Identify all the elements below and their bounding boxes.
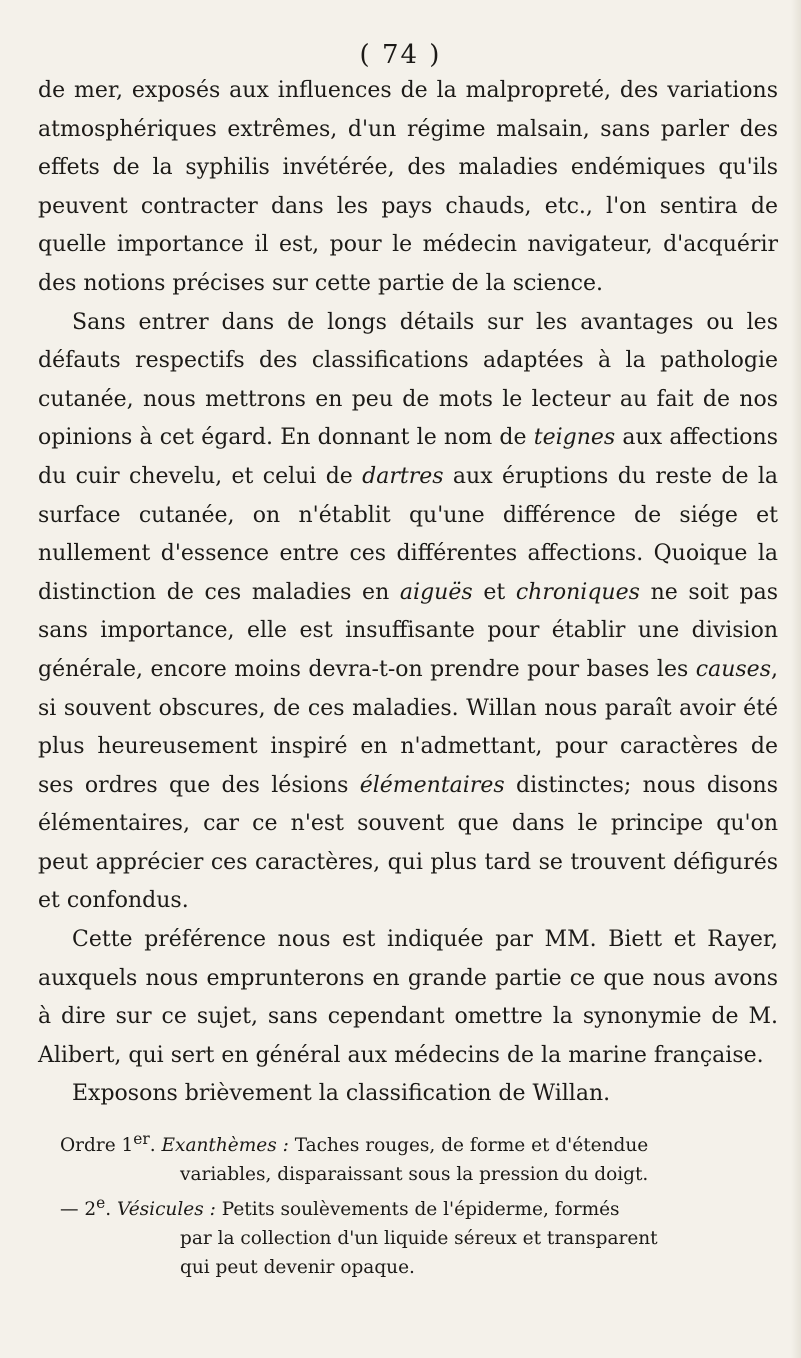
- italic-term: teignes: [533, 425, 616, 451]
- page-number: ( 74 ): [359, 40, 442, 70]
- italic-term: dartres: [362, 463, 444, 489]
- paragraph-p2: [38, 304, 778, 922]
- text-run: Exposons brièvement la classification de Willan.: [72, 1081, 611, 1107]
- order-ordinal: er: [133, 1130, 150, 1148]
- order-name: Exanthèmes :: [161, 1135, 289, 1157]
- italic-term: élémentaires: [359, 772, 505, 798]
- italic-term: aiguës: [399, 579, 473, 605]
- text-run: , si souvent obscures, de ces maladies. Willan nous paraît avoir été plus heureusement inspiré en n'admettant, pour caractères de ses ordres que des lésions: [38, 656, 778, 798]
- text-run: Sans entrer dans de longs détails sur les avantages ou les défauts respectifs des classifications adaptées à la pathologie cutanée, nous mettrons en peu de mots le lecteur au fait de nos opinions à cet égard. En donnant le nom de: [38, 309, 778, 451]
- paragraph-p4: [38, 1075, 778, 1114]
- order-description: Taches rouges, de forme et d'étendue: [294, 1135, 649, 1157]
- text-run: aux éruptions du reste de la surface cutanée, on n'établit qu'une différence de siége et nullement d'essence entre ces différentes affections. Quoique la distinction de ces maladies en: [38, 463, 778, 605]
- text-run: distinctes; nous disons élémentaires, car ce n'est souvent que dans le principe qu'on peut apprécier ces caractères, qui plus tard se trouvent défigurés et confondus.: [38, 772, 778, 914]
- paragraph-p1: [38, 72, 778, 304]
- italic-term: causes: [695, 656, 771, 682]
- order-name: Vésicules :: [117, 1199, 216, 1221]
- paragraph-p3: [38, 921, 778, 1075]
- order-description-line: qui peut devenir opaque.: [180, 1256, 415, 1278]
- order-entry: Ordre 1er. Exanthèmes : Taches rouges, de forme et d'étendue variables, disparaissant sous la pression du doigt.: [38, 1125, 778, 1189]
- text-run: Cette préférence nous est indiquée par MM. Biett et Rayer, auxquels nous emprunterons en grande partie ce que nous avons à dire sur ce sujet, sans cependant omettre la synonymie de M. Alibert, qui sert en général aux médecins de la marine française.: [38, 927, 778, 1068]
- order-number: Ordre 1: [60, 1135, 134, 1157]
- italic-term: chroniques: [515, 579, 640, 605]
- text-run: ne soit pas sans importance, elle est insuffisante pour établir une division générale, encore moins devra-t-on prendre pour bases les: [38, 579, 778, 682]
- order-ordinal: e: [96, 1194, 106, 1213]
- body-text: [38, 72, 778, 1114]
- order-description: Petits soulèvements de l'épiderme, formés: [221, 1199, 620, 1221]
- order-description-line: variables, disparaissant sous la pression du doigt.: [180, 1163, 649, 1185]
- order-entry: — 2e. Vésicules : Petits soulèvements de l'épiderme, formés par la collection d'un liquide séreux et transparent qui peut devenir opaque.: [38, 1189, 778, 1282]
- text-run: et: [472, 579, 516, 605]
- order-description-line: par la collection d'un liquide séreux et transparent: [180, 1228, 658, 1250]
- text-run: de mer, exposés aux influences de la malpropreté, des variations atmosphériques extrêmes, d'un régime malsain, sans parler des effets de la syphilis invétérée, des maladies endémiques qu'ils peuvent contracter dans les pays chauds, etc., l'on sentira de quelle importance il est, pour le médecin navigateur, d'acquérir des notions précises sur cette partie de la science.: [38, 78, 778, 296]
- classification-list: [38, 1125, 778, 1282]
- order-number: — 2: [60, 1199, 97, 1221]
- page-edge: [791, 0, 801, 1358]
- text-run: aux affections du cuir chevelu, et celui de: [38, 425, 778, 489]
